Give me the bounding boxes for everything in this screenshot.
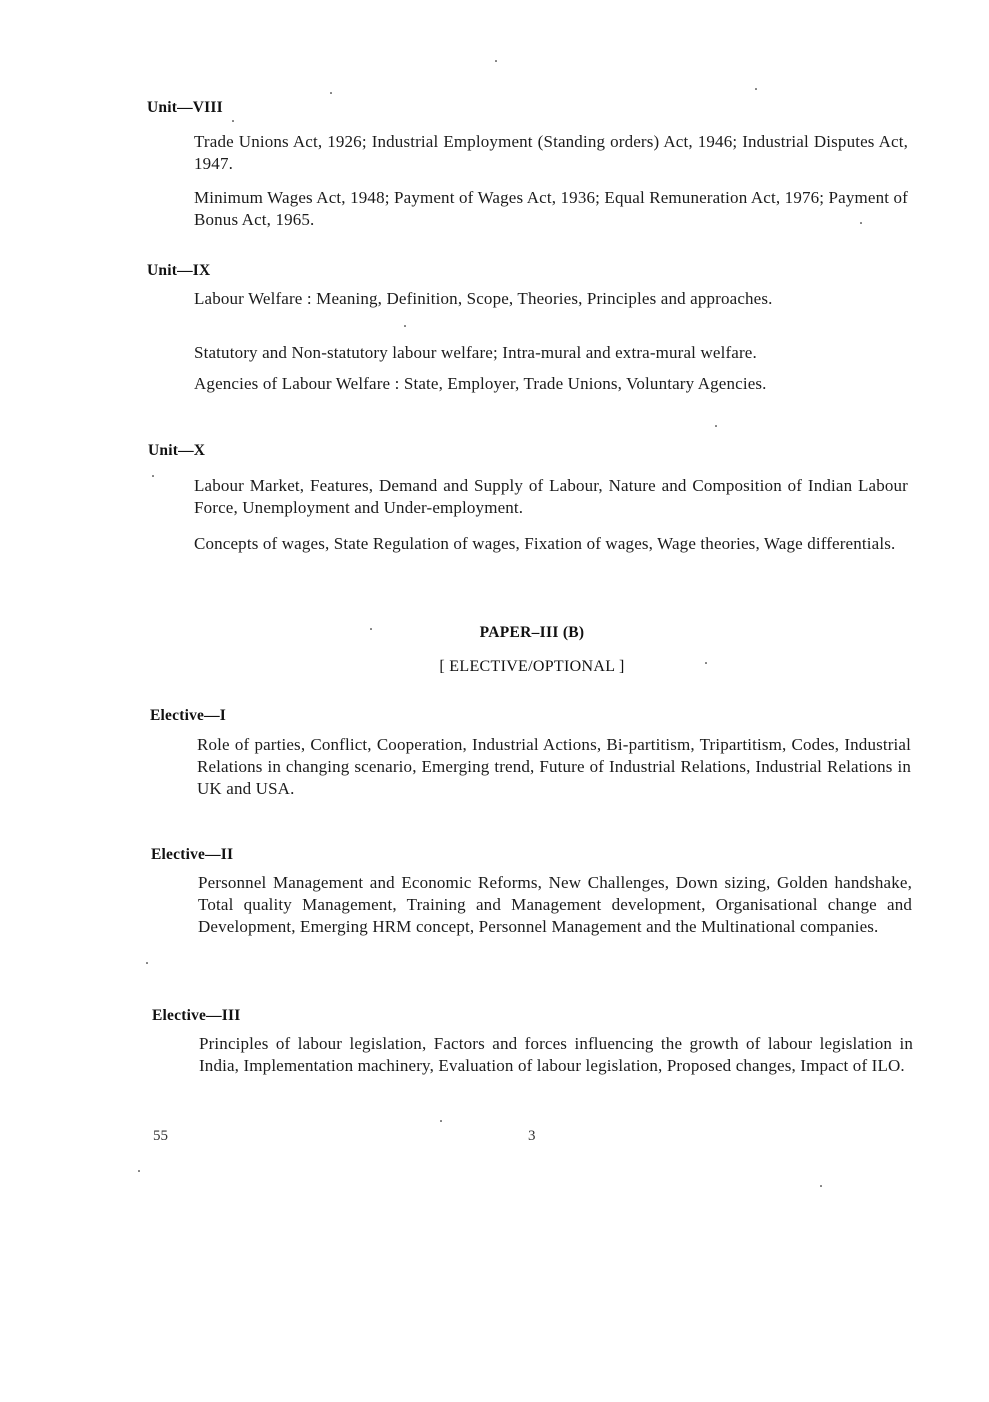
elective-i-heading: Elective—I (150, 707, 227, 724)
elective-iii-heading: Elective—III (152, 1007, 241, 1024)
paper-title: PAPER–III (B) (479, 624, 585, 641)
scan-speck (138, 1170, 140, 1172)
scan-speck (330, 92, 332, 94)
scan-speck (755, 88, 757, 90)
elective-ii-heading: Elective—II (151, 846, 234, 863)
scan-speck (820, 1185, 822, 1187)
unit-ix-paragraph-3: Agencies of Labour Welfare : State, Employer, Trade Unions, Voluntary Agencies. (194, 374, 767, 393)
footer-left-number: 55 (153, 1128, 168, 1144)
unit-viii-paragraph-1: Trade Unions Act, 1926; Industrial Employment (Standing orders) Act, 1946; Industrial Disputes Act, 1947. (194, 132, 908, 173)
unit-x-heading: Unit—X (148, 442, 206, 459)
unit-x-paragraph-2: Concepts of wages, State Regulation of wages, Fixation of wages, Wage theories, Wage differentials. (194, 534, 896, 553)
unit-x-paragraph-1: Labour Market, Features, Demand and Supply of Labour, Nature and Composition of Indian Labour Force, Unemployment and Under-employment. (194, 476, 908, 517)
scan-speck (404, 325, 406, 327)
scan-speck (705, 662, 707, 664)
scan-speck (495, 60, 497, 62)
paper-subtitle: [ ELECTIVE/OPTIONAL ] (439, 658, 625, 675)
scan-speck (152, 475, 154, 477)
elective-i-paragraph: Role of parties, Conflict, Cooperation, Industrial Actions, Bi-partitism, Tripartitism, Codes, Industrial Relations in changing scenario, Emerging trend, Future of Industrial Relations, Industrial Relations in UK and USA. (197, 735, 911, 798)
unit-ix-heading: Unit—IX (147, 262, 211, 279)
scan-speck (440, 1120, 442, 1122)
unit-ix-paragraph-1: Labour Welfare : Meaning, Definition, Scope, Theories, Principles and approaches. (194, 289, 773, 308)
unit-viii-paragraph-2: Minimum Wages Act, 1948; Payment of Wages Act, 1936; Equal Remuneration Act, 1976; Payment of Bonus Act, 1965. (194, 188, 908, 229)
scan-speck (860, 222, 862, 224)
unit-ix-paragraph-2: Statutory and Non-statutory labour welfare; Intra-mural and extra-mural welfare. (194, 343, 757, 362)
unit-viii-heading: Unit—VIII (147, 99, 223, 116)
elective-iii-paragraph: Principles of labour legislation, Factors and forces influencing the growth of labour legislation in India, Implementation machinery, Evaluation of labour legislation, Proposed changes, Impact of ILO. (199, 1034, 913, 1075)
scan-speck (232, 120, 234, 122)
elective-ii-paragraph: Personnel Management and Economic Reforms, New Challenges, Down sizing, Golden handshake, Total quality Management, Training and Management development, Organisational change and Development, Emerging HRM concept, Personnel Management and the Multinational companies. (198, 873, 912, 936)
scan-speck (146, 962, 148, 964)
page-number: 3 (528, 1128, 536, 1144)
scan-speck (715, 425, 717, 427)
scan-speck (370, 628, 372, 630)
